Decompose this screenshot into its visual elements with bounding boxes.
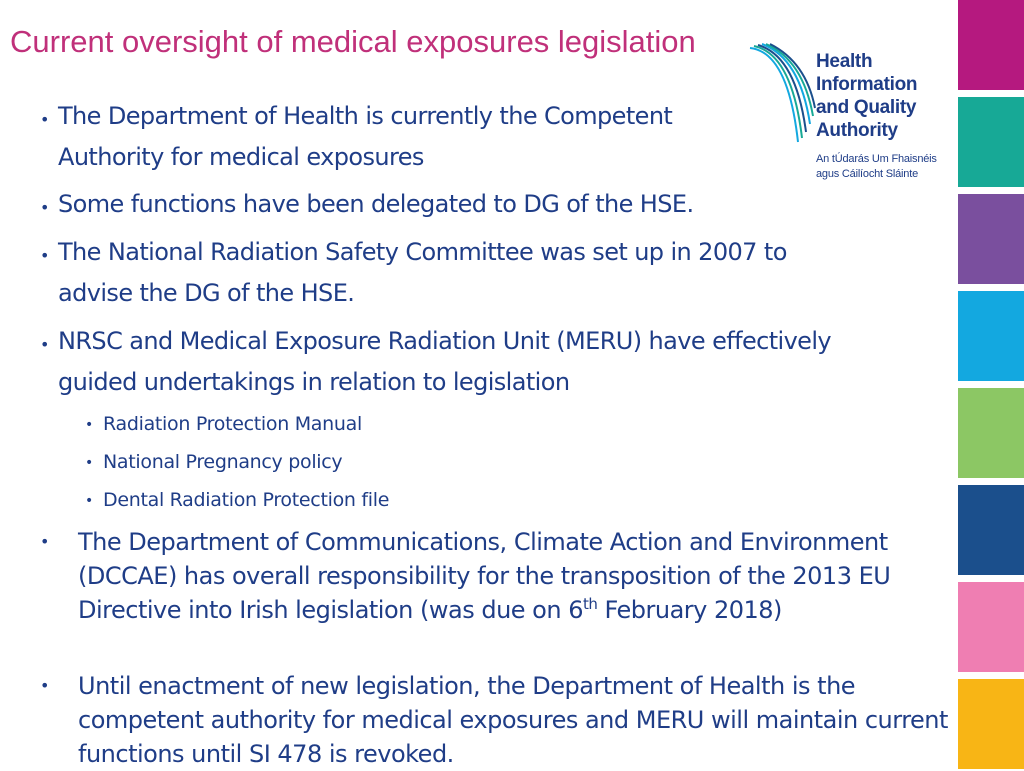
bullet-3-line-1: The National Radiation Safety Committee was set up in 2007 to [58, 238, 787, 266]
bullet-6-text: Until enactment of new legislation, the Department of Health is the competent authority for medical exposures and MERU will maintain current functions until SI 478 is revoked. [78, 672, 948, 768]
bullet-dot-icon: • [85, 417, 93, 433]
stripe-navy [958, 485, 1024, 575]
bullet-5 [40, 525, 948, 627]
bullet-dot-icon: • [40, 532, 49, 551]
sub-bullet-3 [85, 488, 390, 512]
bullet-5-text-end: February 2018) [604, 596, 782, 624]
stripe-yellow [958, 679, 1024, 769]
bullet-1-line-1: The Department of Health is currently the Competent [58, 102, 673, 130]
sub-bullet-3-text: Dental Radiation Protection file [103, 489, 390, 511]
sub-bullet-1-text: Radiation Protection Manual [103, 413, 362, 435]
hiqa-swoosh-icon [748, 42, 818, 152]
logo-irish-line-1: An tÚdarás Um Fhaisnéis [816, 153, 937, 165]
bullet-2 [40, 184, 694, 225]
bullet-6 [40, 669, 948, 771]
stripe-blue [958, 291, 1024, 381]
logo-irish-line-2: agus Cáilíocht Sláinte [816, 168, 918, 180]
bullet-4-line-1: NRSC and Medical Exposure Radiation Unit (MERU) have effectively [58, 327, 832, 355]
logo-text-line-3: and Quality [816, 97, 917, 118]
bullet-3-line-2: advise the DG of the HSE. [58, 279, 355, 307]
slide-title: Current oversight of medical exposures legislation [10, 24, 696, 59]
bullet-1-line-2: Authority for medical exposures [58, 143, 424, 171]
logo-text-line-1: Health [816, 51, 873, 72]
hiqa-logo [748, 42, 948, 182]
stripe-pink [958, 582, 1024, 672]
bullet-dot-icon: • [85, 455, 93, 471]
bullet-5-text: The Department of Communications, Climate Action and Environment (DCCAE) has overall responsibility for the transposition of the 2013 EU Directive into Irish legislation (was due on 6 [78, 528, 891, 624]
sub-bullet-2 [85, 450, 343, 474]
logo-text-line-4: Authority [816, 120, 898, 141]
bullet-1 [40, 96, 673, 178]
bullet-4-line-2: guided undertakings in relation to legislation [58, 368, 570, 396]
bullet-dot-icon: • [40, 246, 49, 265]
stripe-green [958, 388, 1024, 478]
bullet-2-line-1: Some functions have been delegated to DG of the HSE. [58, 190, 694, 218]
bullet-dot-icon: • [40, 198, 49, 217]
bullet-4 [40, 321, 832, 403]
color-stripe-bar [958, 0, 1024, 768]
stripe-purple [958, 194, 1024, 284]
logo-text-line-2: Information [816, 74, 918, 95]
bullet-dot-icon: • [85, 493, 93, 509]
bullet-dot-icon: • [40, 335, 49, 354]
bullet-3 [40, 232, 787, 314]
sub-bullet-1 [85, 412, 362, 436]
stripe-magenta [958, 0, 1024, 90]
bullet-5-superscript: th [582, 595, 598, 613]
bullet-dot-icon: • [40, 110, 49, 129]
bullet-dot-icon: • [40, 676, 49, 695]
stripe-teal [958, 97, 1024, 187]
sub-bullet-2-text: National Pregnancy policy [103, 451, 343, 473]
